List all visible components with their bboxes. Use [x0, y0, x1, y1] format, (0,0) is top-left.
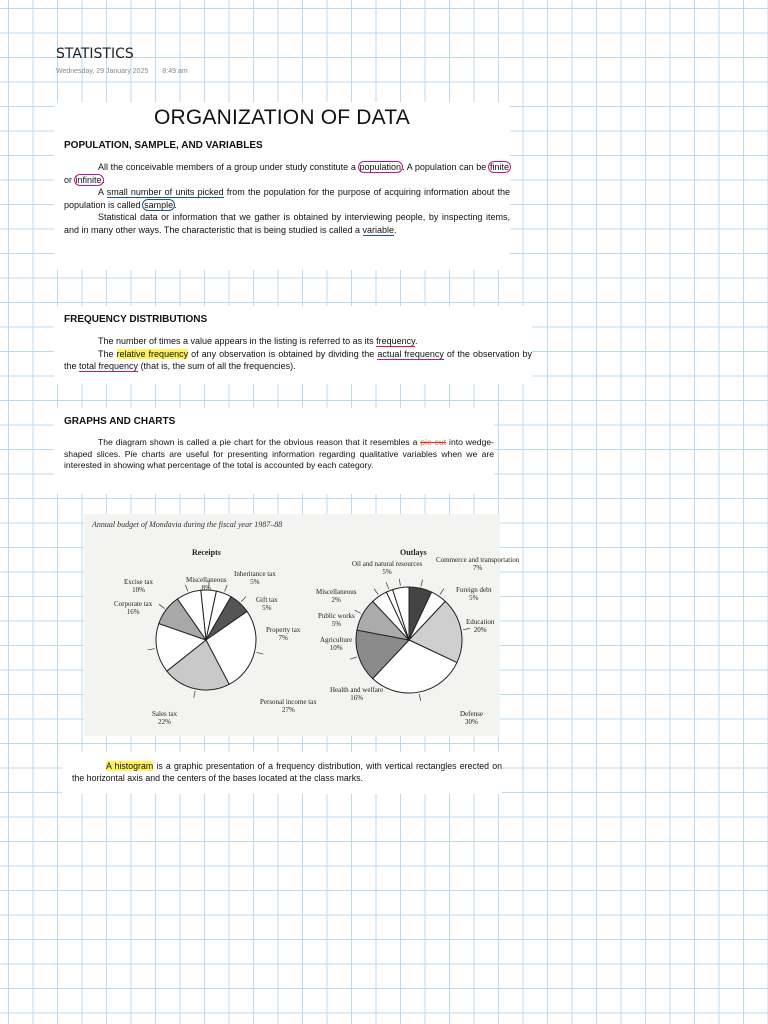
pie-leader-line	[374, 589, 378, 595]
pie-leader-line	[256, 652, 263, 654]
highlight-histogram: A histogram	[106, 761, 154, 771]
annotated-small-number: small number of units picked	[106, 187, 224, 197]
pie-title-outlays: Outlays	[400, 548, 427, 557]
pie-label-name: Corporate tax	[114, 600, 153, 608]
pie-leader-line	[440, 589, 444, 595]
pie-label-name: Foreign debt	[456, 586, 492, 594]
paragraph-sample	[64, 186, 510, 211]
text-run: .	[102, 174, 106, 185]
annotated-sample: sample	[144, 199, 174, 210]
pie-label-value: 22%	[158, 718, 171, 726]
pie-label-excise-tax	[124, 578, 153, 594]
pie-label-value: 10%	[132, 586, 145, 594]
highlight-relative-frequency: relative frequency	[116, 348, 189, 359]
annotated-infinite: infinite	[75, 174, 102, 185]
text-run: . A population can be	[402, 162, 489, 172]
pie-label-value: 5%	[382, 568, 392, 576]
page-header	[56, 46, 188, 75]
heading-population: POPULATION, SAMPLE, AND VARIABLES	[64, 140, 263, 151]
text-run: The diagram shown is called a pie chart for the obvious reason that it resembles a	[98, 437, 421, 447]
pie-label-name: Public works	[318, 612, 355, 620]
pie-label-agriculture	[320, 636, 352, 652]
paragraph-relative-frequency	[64, 348, 532, 373]
page-timestamp	[56, 68, 188, 75]
pie-leader-line	[241, 597, 246, 602]
text-run: A	[98, 187, 107, 197]
text-run: Statistical data or information that we gather is obtained by interviewing people, by inspecting items, and in many other ways. The characteristic that is being studied is called a	[64, 212, 510, 235]
pie-label-name: Miscellaneous	[316, 588, 357, 596]
annotated-finite: finite	[489, 162, 509, 172]
annotated-frequency: frequency	[376, 336, 415, 346]
annotated-total-frequency: total frequency	[79, 361, 139, 371]
pie-label-value: 5%	[262, 604, 272, 612]
pie-label-value: 16%	[126, 608, 140, 616]
text-run: of any observation is obtained by dividing the	[188, 348, 378, 359]
pie-label-education	[466, 618, 494, 634]
pie-label-name: Miscellaneous	[186, 576, 227, 584]
pie-title-receipts: Receipts	[192, 548, 221, 557]
pie-label-public-works	[318, 612, 355, 628]
text-run: .	[415, 336, 418, 346]
text-run: (that is, the sum of all the frequencies).	[138, 361, 296, 371]
page-title: STATISTICS	[56, 46, 134, 62]
pie-label-name: Education	[466, 618, 495, 626]
pie-label-value: 7%	[278, 634, 288, 642]
text-run: or	[64, 174, 75, 185]
pie-chart-figure	[84, 514, 520, 736]
pie-label-value: 27%	[281, 706, 295, 714]
annotated-variable: variable	[362, 224, 395, 235]
text-run: All the conceivable members of a group under study constitute a	[98, 162, 359, 172]
paragraph-frequency	[64, 335, 532, 348]
pie-label-gift-tax	[256, 596, 278, 612]
heading-frequency: FREQUENCY DISTRIBUTIONS	[64, 314, 208, 325]
clip-histogram	[62, 752, 502, 794]
pie-label-personal-income-tax	[260, 698, 317, 714]
pie-label-value: 5%	[331, 620, 342, 628]
pie-label-name: Sales tax	[152, 710, 178, 718]
paragraph-variable	[64, 211, 510, 236]
text-run: from the population for the purpose of acquiring information about the population is called	[64, 187, 510, 210]
pie-leader-line	[421, 579, 423, 586]
annotated-actual-frequency: actual frequency	[377, 348, 444, 359]
chart-title: Annual budget of Mondavia during the fiscal year 1987–88	[92, 520, 283, 529]
pie-label-foreign-debt	[456, 586, 492, 602]
text-run: The number of times a value appears in the listing is referred to as its	[98, 336, 377, 346]
text-run: The	[98, 348, 117, 359]
clip-frequency-distributions	[54, 306, 532, 384]
pie-label-name: Oil and natural resources	[352, 560, 423, 568]
pie-leader-line	[419, 694, 420, 701]
pie-label-corporate-tax	[114, 600, 152, 616]
pie-leader-line	[399, 579, 400, 586]
text-run: .	[174, 199, 177, 210]
pie-label-inheritance-tax	[234, 570, 276, 586]
pie-leader-line	[148, 649, 155, 650]
pie-label-property-tax	[266, 626, 300, 642]
pie-label-miscellaneous	[316, 588, 356, 604]
pie-label-value: 20%	[473, 626, 487, 634]
pie-label-value: 8%	[201, 584, 211, 592]
pie-label-name: Defense	[460, 710, 483, 718]
paragraph-histogram	[72, 760, 502, 784]
pie-label-name: Property tax	[266, 626, 301, 634]
annotated-population: population	[359, 162, 402, 172]
clip-organization-of-data	[54, 102, 510, 270]
pie-label-oil-and-natural-resources	[352, 560, 422, 576]
text-run: is a graphic presentation of a frequency distribution, with vertical rectangles erected on the horizontal axis and the centers of the bases located at the class marks.	[72, 761, 503, 783]
text-run: of the observation by the	[64, 348, 532, 371]
pie-label-health-and-welfare	[330, 686, 383, 702]
pie-label-value: 5%	[250, 578, 260, 586]
pie-leader-line	[194, 691, 195, 698]
pie-leader-line	[386, 582, 389, 589]
pie-label-value: 30%	[465, 718, 478, 726]
pie-label-name: Commerce and transportation	[436, 556, 520, 564]
heading-graphs: GRAPHS AND CHARTS	[64, 416, 176, 427]
pie-label-defense	[460, 710, 483, 726]
paragraph-population	[64, 161, 510, 186]
pie-label-name: Gift tax	[256, 596, 278, 604]
pie-label-value: 7%	[472, 564, 483, 572]
text-run: into wedge-shaped slices. Pie charts are useful for presenting information regarding qualitative variables when we are interested in showing what percentage of the total is accounted by each category.	[64, 437, 494, 470]
text-run: .	[394, 224, 397, 235]
annotated-pie-cut: pie cut	[420, 437, 447, 447]
pie-leader-line	[350, 657, 357, 659]
pie-label-value: 2%	[331, 596, 341, 604]
pie-label-commerce-and-transportation	[436, 556, 519, 572]
pie-label-name: Excise tax	[124, 578, 153, 586]
pie-label-value: 16%	[350, 694, 364, 702]
pie-label-name: Inheritance tax	[234, 570, 276, 578]
pie-label-name: Agriculture	[320, 636, 353, 644]
pie-label-name: Personal income tax	[260, 698, 317, 706]
pie-label-value: 5%	[469, 594, 479, 602]
pie-leader-line	[355, 610, 361, 613]
pie-leader-line	[159, 604, 165, 608]
page-date: Wednesday, 29 January 2025	[56, 68, 149, 75]
pie-label-value: 10%	[329, 644, 343, 652]
clip-graphs-and-charts	[54, 408, 494, 494]
pie-label-sales-tax	[152, 710, 177, 726]
pie-label-miscellaneous	[186, 576, 226, 592]
pie-label-name: Health and welfare	[330, 686, 384, 694]
page-time: 8:49 am	[162, 68, 188, 75]
paragraph-pie-chart	[64, 437, 494, 472]
heading-organization: ORGANIZATION OF DATA	[154, 106, 410, 129]
